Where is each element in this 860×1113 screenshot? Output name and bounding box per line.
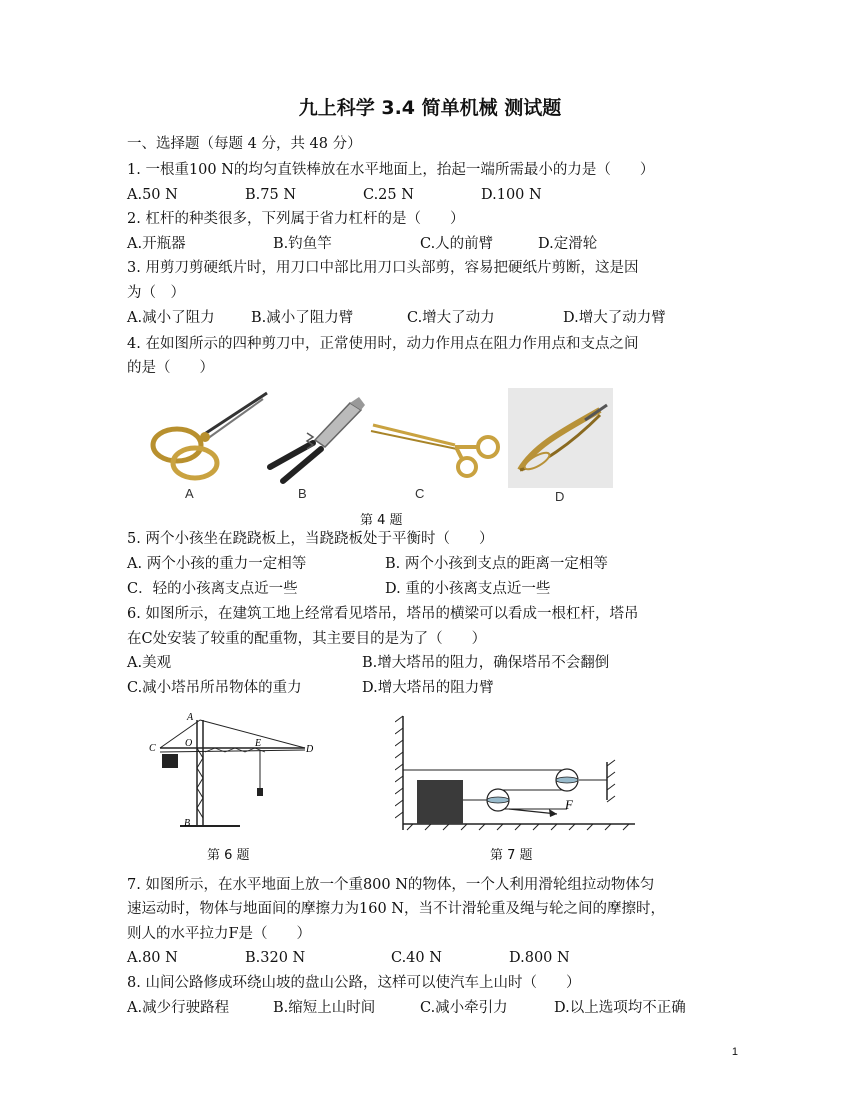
question-6-options-row2 — [127, 678, 747, 698]
figure-6-caption: 第 6 题 — [207, 848, 250, 863]
q7-option-c[interactable]: C.40 N — [391, 950, 442, 966]
question-1-stem: 1. 一根重100 N的均匀直铁棒放在水平地面上，抬起一端所需最小的力是（ ） — [127, 162, 655, 178]
section-heading: 一、选择题（每题 4 分，共 48 分） — [127, 136, 362, 152]
crane-label-a: A — [187, 712, 194, 723]
question-5-options-row2 — [127, 579, 747, 599]
question-5-stem: 5. 两个小孩坐在跷跷板上，当跷跷板处于平衡时（ ） — [127, 531, 494, 547]
figure-4-caption: 第 4 题 — [360, 513, 403, 528]
q1-option-d[interactable]: D.100 N — [481, 187, 542, 203]
q1-option-c[interactable]: C.25 N — [363, 187, 414, 203]
q2-option-a[interactable]: A.开瓶器 — [127, 236, 186, 252]
question-6-options-row1 — [127, 653, 747, 673]
page-title: 九上科学 3.4 简单机械 测试题 — [298, 97, 562, 119]
q5-option-b[interactable]: B. 两个小孩到支点的距离一定相等 — [385, 556, 608, 572]
question-2-options — [127, 234, 747, 254]
q3-option-a[interactable]: A.减小了阻力 — [127, 310, 215, 326]
question-8-stem: 8. 山间公路修成环绕山坡的盘山公路，这样可以使汽车上山时（ ） — [127, 975, 581, 991]
q6-option-b[interactable]: B.增大塔吊的阻力，确保塔吊不会翻倒 — [362, 655, 610, 671]
q7-option-b[interactable]: B.320 N — [245, 950, 306, 966]
scissors-figure — [145, 385, 620, 507]
question-3-stem-line2: 为（ ） — [127, 285, 185, 301]
pulley-figure — [395, 712, 645, 837]
q2-option-c[interactable]: C.人的前臂 — [420, 236, 494, 252]
question-7-stem-line3: 则人的水平拉力F是（ ） — [127, 926, 312, 942]
scissors-c-label: C — [415, 486, 425, 501]
q1-option-a[interactable]: A.50 N — [127, 187, 178, 203]
q8-option-b[interactable]: B.缩短上山时间 — [273, 1000, 376, 1016]
q8-option-d[interactable]: D.以上选项均不正确 — [554, 1000, 686, 1016]
question-7-options — [127, 948, 747, 968]
q8-option-c[interactable]: C.减小牵引力 — [420, 1000, 508, 1016]
question-6-stem-line1: 6. 如图所示，在建筑工地上经常看见塔吊，塔吊的横梁可以看成一根杠杆，塔吊 — [127, 606, 639, 622]
scissors-b-label: B — [298, 486, 307, 501]
pulley-force-label: F — [565, 797, 573, 812]
question-4-stem-line1: 4. 在如图所示的四种剪刀中，正常使用时，动力作用点在阻力作用点和支点之间 — [127, 336, 639, 352]
q5-option-d[interactable]: D. 重的小孩离支点近一些 — [385, 581, 551, 597]
q1-option-b[interactable]: B.75 N — [245, 187, 297, 203]
q6-option-a[interactable]: A.美观 — [127, 655, 172, 671]
q2-option-d[interactable]: D.定滑轮 — [538, 236, 598, 252]
crane-label-e: E — [255, 738, 262, 749]
question-8-options — [127, 998, 747, 1018]
crane-label-d: D — [306, 744, 314, 755]
q7-option-d[interactable]: D.800 N — [509, 950, 570, 966]
scissors-c-image — [371, 425, 498, 501]
q3-option-b[interactable]: B.减小了阻力臂 — [251, 310, 354, 326]
question-7-stem-line1: 7. 如图所示，在水平地面上放一个重800 N的物体，一个人利用滑轮组拉动物体匀 — [127, 877, 655, 893]
figure-7-caption: 第 7 题 — [490, 848, 533, 863]
q5-option-c[interactable]: C．轻的小孩离支点近一些 — [127, 581, 298, 597]
scissors-d-label: D — [555, 489, 565, 504]
question-3-stem-line1: 3. 用剪刀剪硬纸片时，用刀口中部比用刀口头部剪，容易把硬纸片剪断，这是因 — [127, 260, 639, 276]
question-5-options-row1 — [127, 554, 747, 574]
q3-option-d[interactable]: D.增大了动力臂 — [563, 310, 666, 326]
q3-option-c[interactable]: C.增大了动力 — [407, 310, 495, 326]
scissors-d-image — [508, 388, 613, 504]
question-3-options — [127, 308, 747, 328]
question-6-stem-line2: 在C处安装了较重的配重物，其主要目的是为了（ ） — [127, 631, 487, 647]
q2-option-b[interactable]: B.钓鱼竿 — [273, 236, 332, 252]
q6-option-c[interactable]: C.减小塔吊所吊物体的重力 — [127, 680, 302, 696]
crane-label-b: B — [184, 818, 191, 829]
crane-label-o: O — [185, 738, 193, 749]
q5-option-a[interactable]: A. 两个小孩的重力一定相等 — [127, 556, 307, 572]
scissors-a-label: A — [185, 486, 194, 501]
crane-label-c: C — [149, 743, 156, 754]
q7-option-a[interactable]: A.80 N — [127, 950, 178, 966]
scissors-a-image — [153, 393, 267, 501]
q6-option-d[interactable]: D.增大塔吊的阻力臂 — [362, 680, 494, 696]
page-number: 1 — [731, 1046, 738, 1058]
scissors-b-image — [270, 397, 365, 501]
q8-option-a[interactable]: A.减少行驶路程 — [127, 1000, 230, 1016]
tower-crane-figure — [140, 708, 320, 838]
question-4-stem-line2: 的是（ ） — [127, 360, 214, 376]
question-7-stem-line2: 速运动时，物体与地面间的摩擦力为160 N，当不计滑轮重及绳与轮之间的摩擦时， — [127, 901, 665, 917]
question-1-options — [127, 185, 747, 205]
question-2-stem: 2. 杠杆的种类很多，下列属于省力杠杆的是（ ） — [127, 211, 465, 227]
